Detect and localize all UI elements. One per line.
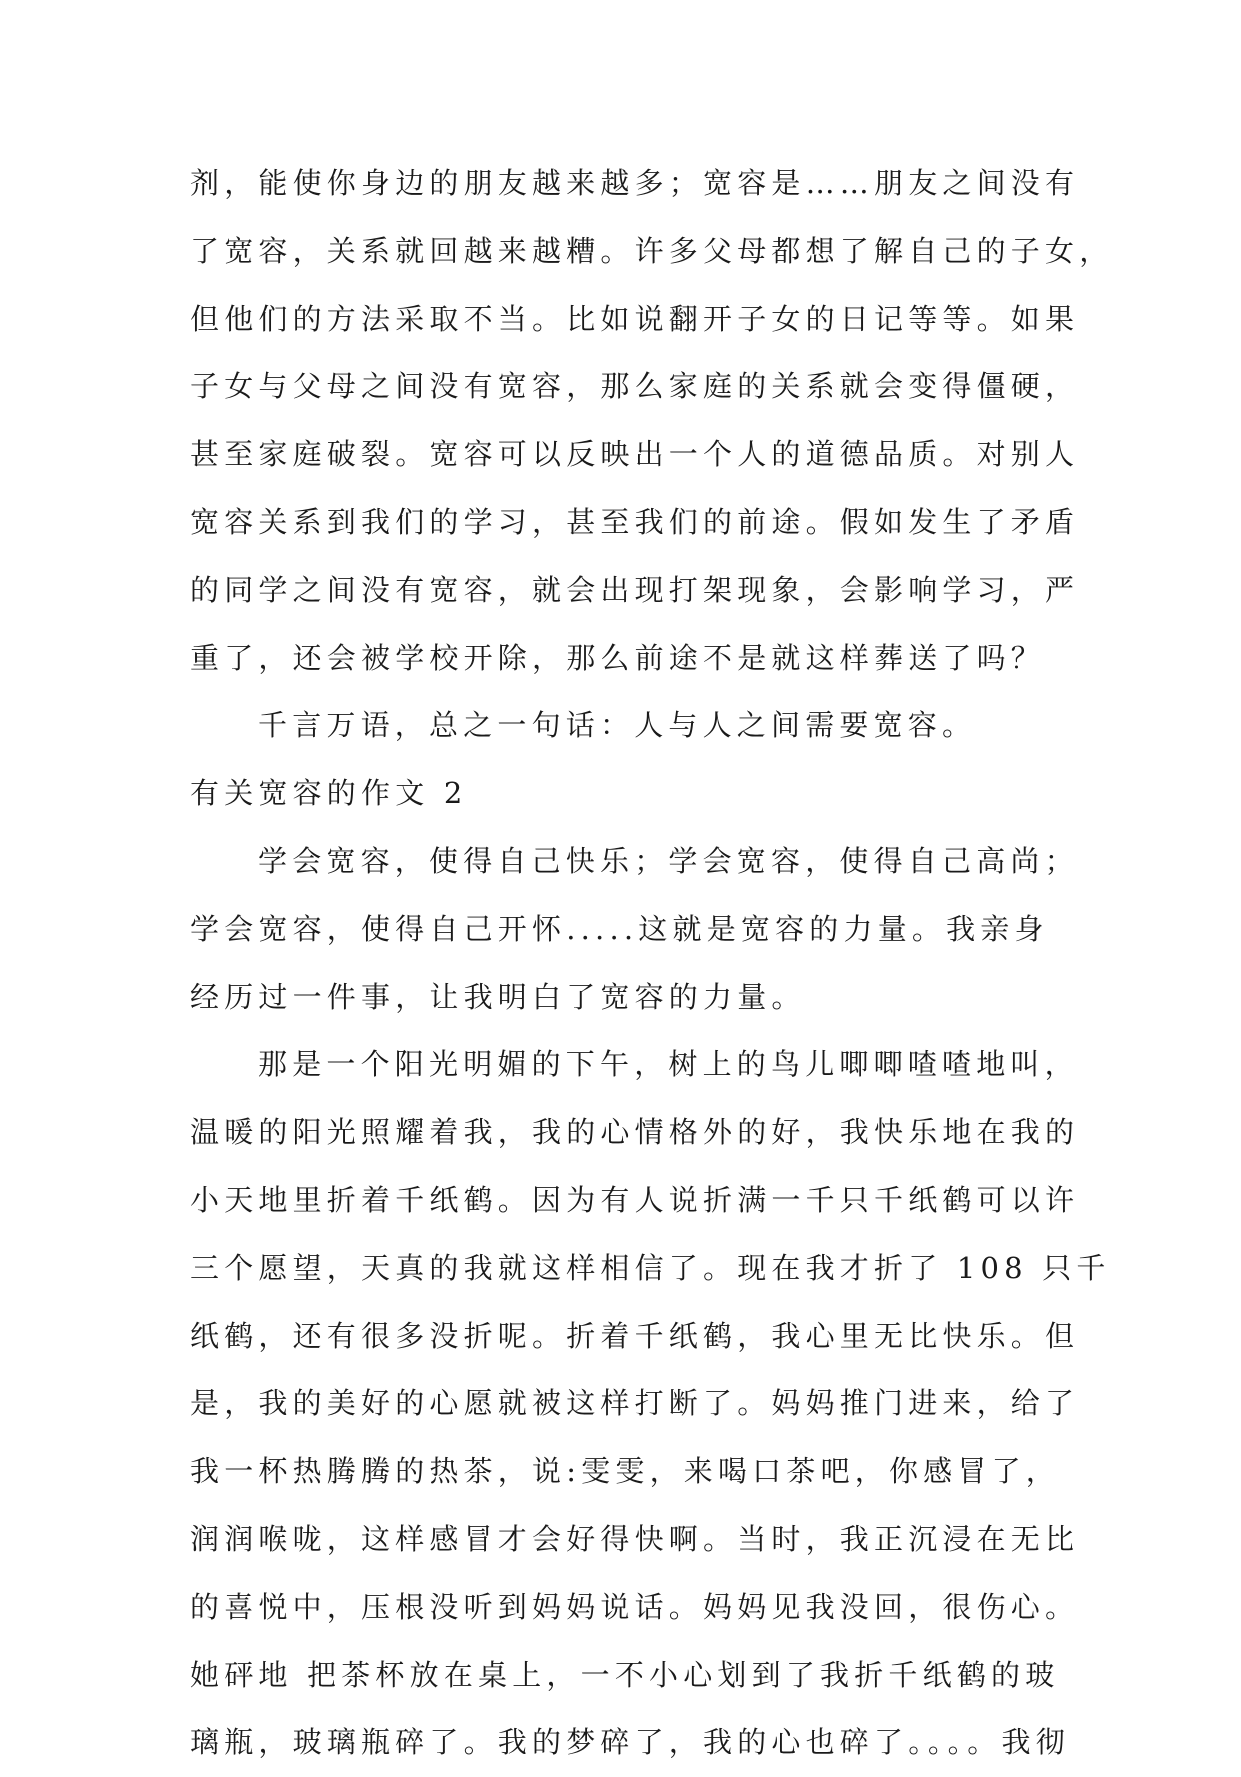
section-heading: 有关宽容的作文 2	[190, 776, 468, 811]
text-line: 我一杯热腾腾的热茶，说:雯雯，来喝口茶吧，你感冒了，	[190, 1454, 1060, 1489]
text-line: 经历过一件事，让我明白了宽容的力量。	[190, 979, 806, 1014]
text-line: 学会宽容，使得自己开怀.....这就是宽容的力量。我亲身	[190, 911, 1049, 946]
text-line: 剂，能使你身边的朋友越来越多；宽容是……朋友之间没有	[190, 166, 1080, 200]
text-line: 但他们的方法采取不当。比如说翻开子女的日记等等。如果	[190, 301, 1080, 336]
text-line: 的同学之间没有宽容，就会出现打架现象，会影响学习，严	[190, 572, 1080, 607]
text-line: 璃瓶，玻璃瓶碎了。我的梦碎了，我的心也碎了。。。。我彻	[190, 1725, 1070, 1760]
text-line: 是，我的美好的心愿就被这样打断了。妈妈推门进来，给了	[190, 1386, 1080, 1421]
text-line: 纸鹤，还有很多没折呢。折着千纸鹤，我心里无比快乐。但	[190, 1318, 1080, 1353]
text-line: 重了，还会被学校开除，那么前途不是就这样葬送了吗？	[190, 640, 1046, 675]
text-line: 三个愿望，天真的我就这样相信了。现在我才折了 108 只千	[190, 1250, 1111, 1285]
text-line: 学会宽容，使得自己快乐；学会宽容，使得自己高尚；	[258, 843, 1079, 878]
text-line: 温暖的阳光照耀着我，我的心情格外的好，我快乐地在我的	[190, 1115, 1080, 1150]
text-line: 那是一个阳光明媚的下午，树上的鸟儿唧唧喳喳地叫，	[258, 1047, 1079, 1082]
text-line: 甚至家庭破裂。宽容可以反映出一个人的道德品质。对别人	[190, 437, 1080, 472]
text-line: 她砰地 把茶杯放在桌上，一不小心划到了我折千纸鹤的玻	[190, 1657, 1060, 1692]
text-line: 宽容关系到我们的学习，甚至我们的前途。假如发生了矛盾	[190, 504, 1080, 539]
text-line: 的喜悦中，压根没听到妈妈说话。妈妈见我没回，很伤心。	[190, 1589, 1080, 1624]
text-line: 了宽容，关系就回越来越糟。许多父母都想了解自己的子女，	[190, 233, 1114, 268]
text-line: 润润喉咙，这样感冒才会好得快啊。当时，我正沉浸在无比	[190, 1521, 1080, 1556]
text-line: 子女与父母之间没有宽容，那么家庭的关系就会变得僵硬，	[190, 369, 1080, 404]
document-body	[190, 150, 1114, 1777]
text-line: 千言万语，总之一句话：人与人之间需要宽容。	[258, 708, 977, 743]
text-line: 小天地里折着千纸鹤。因为有人说折满一千只千纸鹤可以许	[190, 1182, 1080, 1217]
